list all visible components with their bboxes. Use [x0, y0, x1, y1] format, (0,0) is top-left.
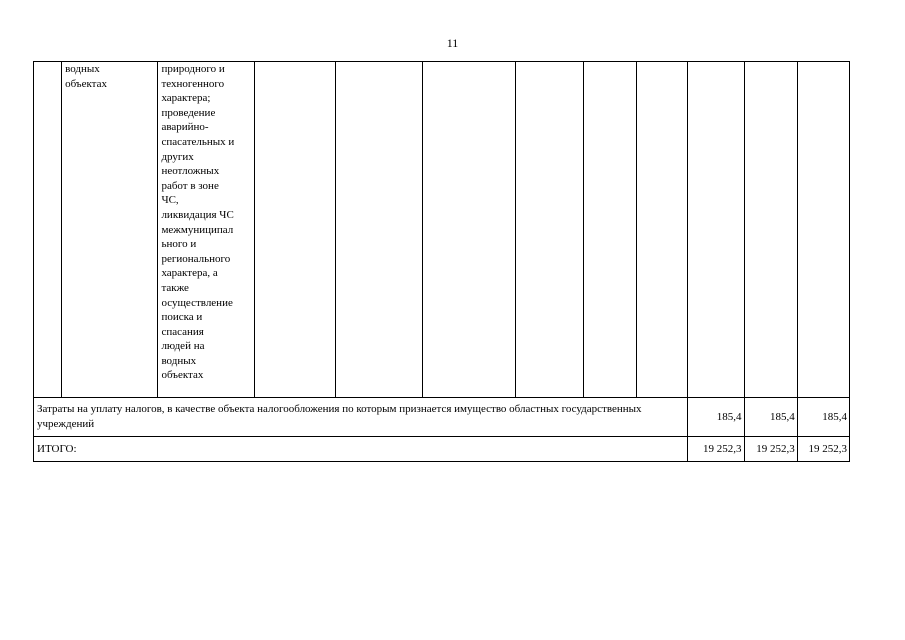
description-line: ликвидация ЧС	[161, 208, 234, 221]
description-line: людей на	[161, 340, 205, 353]
description-line: неотложных	[161, 165, 220, 178]
description-line: ЧС,	[161, 194, 179, 207]
description-line: аварийно-	[161, 121, 209, 134]
empty-cell	[637, 62, 688, 398]
activity-name-line: объектах	[65, 77, 108, 90]
description-line: ьного и	[161, 238, 197, 251]
table-row-total	[34, 437, 850, 462]
total-value-cell: 19 252,3	[744, 437, 797, 462]
description-line: характера;	[161, 92, 211, 105]
empty-cell	[583, 62, 636, 398]
table-row-continued	[34, 62, 850, 398]
description-line: осуществление	[161, 296, 233, 309]
empty-cell	[336, 62, 423, 398]
description-line: характера, а	[161, 267, 218, 280]
description-line: спасательных и	[161, 135, 235, 148]
empty-cell	[515, 62, 583, 398]
empty-cell	[744, 62, 797, 398]
activity-name-line: водных	[65, 63, 100, 75]
total-value-cell: 19 252,3	[688, 437, 744, 462]
description-line: поиска и	[161, 311, 203, 324]
total-label-cell: ИТОГО:	[34, 437, 688, 462]
description-line: природного и	[161, 63, 225, 75]
total-value-cell: 19 252,3	[797, 437, 849, 462]
description-line: других	[161, 150, 194, 163]
page-number: 11	[446, 36, 459, 50]
tax-value-cell: 185,4	[797, 398, 849, 437]
tax-value-cell: 185,4	[688, 398, 744, 437]
table-row-tax	[34, 398, 850, 437]
description-line: спасания	[161, 325, 204, 338]
description-line: проведение	[161, 106, 216, 119]
description-line: межмуниципал	[161, 223, 234, 236]
tax-value-cell: 185,4	[744, 398, 797, 437]
description-line: также	[161, 281, 189, 294]
activity-description-cell	[158, 62, 254, 398]
description-line: регионального	[161, 252, 231, 265]
description-line: водных	[161, 354, 197, 367]
empty-cell	[423, 62, 515, 398]
empty-cell	[254, 62, 335, 398]
description-line: техногенного	[161, 77, 225, 90]
number-cell	[34, 62, 62, 398]
tax-label-cell: Затраты на уплату налогов, в качестве объекта налогообложения по которым признается имущество областных государственных учреждений	[34, 398, 688, 437]
empty-cell	[688, 62, 744, 398]
description-line: работ в зоне	[161, 179, 219, 192]
empty-cell	[797, 62, 849, 398]
description-line: объектах	[161, 369, 204, 382]
budget-table	[33, 61, 850, 462]
activity-name-cell	[62, 62, 158, 398]
